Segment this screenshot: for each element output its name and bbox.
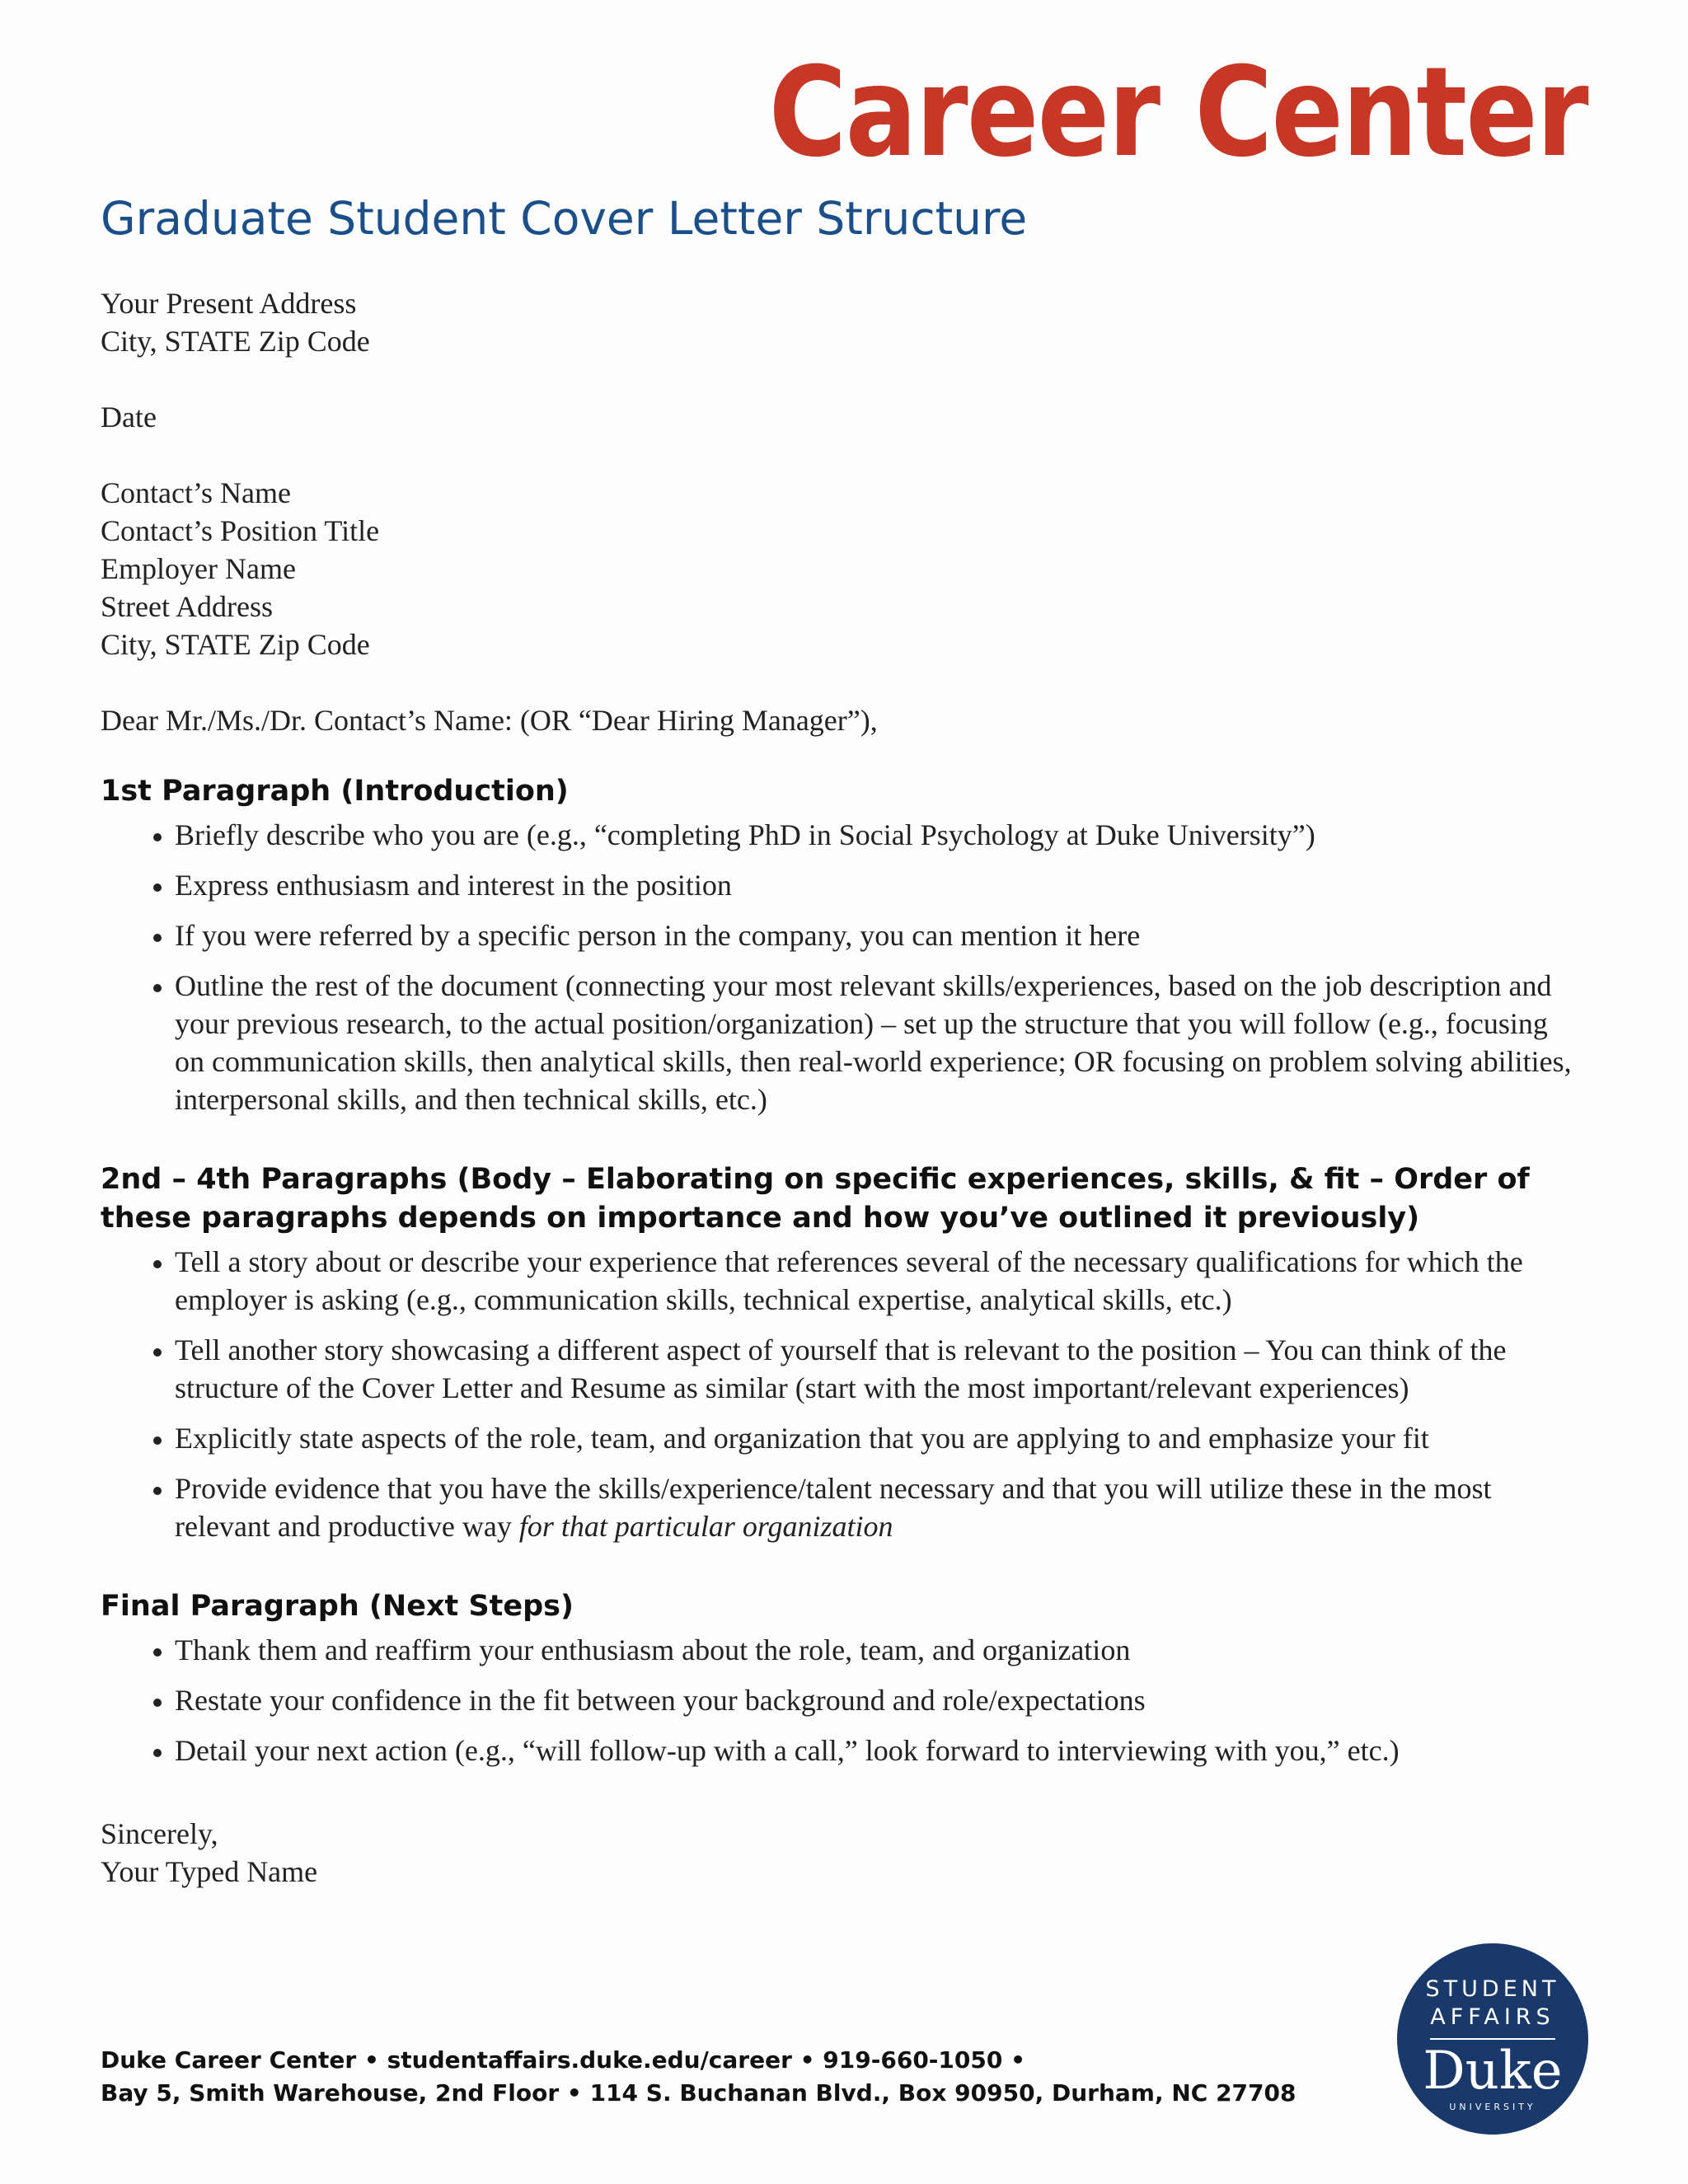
recipient-name: Contact’s Name xyxy=(101,476,291,509)
seal-wordmark: Duke xyxy=(1423,2041,1563,2102)
salutation-block xyxy=(101,701,1584,739)
letter-body xyxy=(101,284,1584,1891)
section-next-steps xyxy=(101,1587,1584,1769)
list-item: • Tell another story showcasing a different aspect of yourself that is relevant to the position – You can think of the structure of the Cover Letter and Resume as similar (start with the most important/relevant experiences) xyxy=(175,1331,1584,1407)
list-item: • Tell a story about or describe your experience that references several of the necessary qualifications for which the employer is asking (e.g., communication skills, technical expertise, analytical skills, etc.) xyxy=(175,1243,1584,1319)
recipient-employer: Employer Name xyxy=(101,552,296,585)
list-item: • Express enthusiasm and interest in the position xyxy=(175,866,1584,904)
bullet-list xyxy=(101,816,1584,1118)
section-heading: 1st Paragraph (Introduction) xyxy=(101,775,569,808)
sender-address-block xyxy=(101,284,1584,360)
salutation: Dear Mr./Ms./Dr. Contact’s Name: (OR “Dear Hiring Manager”), xyxy=(101,704,878,737)
typed-name: Your Typed Name xyxy=(101,1855,318,1888)
seal-line-2: AFFAIRS xyxy=(1430,2004,1555,2030)
sender-city: City, STATE Zip Code xyxy=(101,325,370,358)
seal-divider xyxy=(1430,2038,1555,2040)
footer-line-2: Bay 5, Smith Warehouse, 2nd Floor • 114 S. Buchanan Blvd., Box 90950, Durham, NC 27708 xyxy=(101,2079,1296,2107)
list-item: • If you were referred by a specific person in the company, you can mention it here xyxy=(175,916,1584,954)
seal-line-1: STUDENT xyxy=(1425,1976,1560,2002)
student-affairs-seal-logo xyxy=(1397,1943,1588,2135)
valediction: Sincerely, xyxy=(101,1817,218,1850)
list-item: • Restate your confidence in the fit between your background and role/expectations xyxy=(175,1681,1584,1719)
document-title: Graduate Student Cover Letter Structure xyxy=(101,192,1028,245)
brand-heading: Career Center xyxy=(768,41,1587,185)
section-heading: Final Paragraph (Next Steps) xyxy=(101,1590,574,1623)
emphasis-text: for that particular organization xyxy=(518,1510,893,1543)
footer-line-1: Duke Career Center • studentaffairs.duke.edu/career • 919-660-1050 • xyxy=(101,2046,1025,2074)
seal-subline: UNIVERSITY xyxy=(1449,2102,1536,2112)
bullet-list xyxy=(101,1631,1584,1769)
recipient-address-block xyxy=(101,474,1584,663)
list-item-text: Provide evidence that you have the skills/experience/talent necessary and that you will utilize these in the most relevant and productive way xyxy=(175,1472,1492,1543)
date-block xyxy=(101,398,1584,436)
list-item: • Outline the rest of the document (connecting your most relevant skills/experiences, based on the job description and your previous research, to the actual position/organization) – set up the structure that you will follow (e.g., focusing on communication skills, then analytical skills, then real-world experience; OR focusing on problem solving abilities, interpersonal skills, and then technical skills, etc.) xyxy=(175,967,1584,1118)
recipient-city: City, STATE Zip Code xyxy=(101,628,370,661)
closing-block xyxy=(101,1815,1584,1891)
recipient-street: Street Address xyxy=(101,590,273,623)
bullet-list xyxy=(101,1243,1584,1545)
date-line: Date xyxy=(101,401,157,434)
section-heading: 2nd – 4th Paragraphs (Body – Elaborating on specific experiences, skills, & fit – Order of these paragraphs depends on importance and how you’ve outlined it previously) xyxy=(101,1163,1530,1235)
list-item: • Explicitly state aspects of the role, team, and organization that you are applying to and emphasize your fit xyxy=(175,1419,1584,1457)
footer-contact xyxy=(101,2044,1296,2110)
sender-address: Your Present Address xyxy=(101,287,357,320)
section-body-paragraphs xyxy=(101,1160,1584,1545)
list-item: • Detail your next action (e.g., “will follow-up with a call,” look forward to interviewing with you,” etc.) xyxy=(175,1732,1584,1769)
list-item: • Briefly describe who you are (e.g., “completing PhD in Social Psychology at Duke University”) xyxy=(175,816,1584,854)
list-item: • Thank them and reaffirm your enthusiasm about the role, team, and organization xyxy=(175,1631,1584,1669)
recipient-position: Contact’s Position Title xyxy=(101,514,380,547)
section-introduction xyxy=(101,772,1584,1118)
list-item xyxy=(175,1469,1584,1545)
